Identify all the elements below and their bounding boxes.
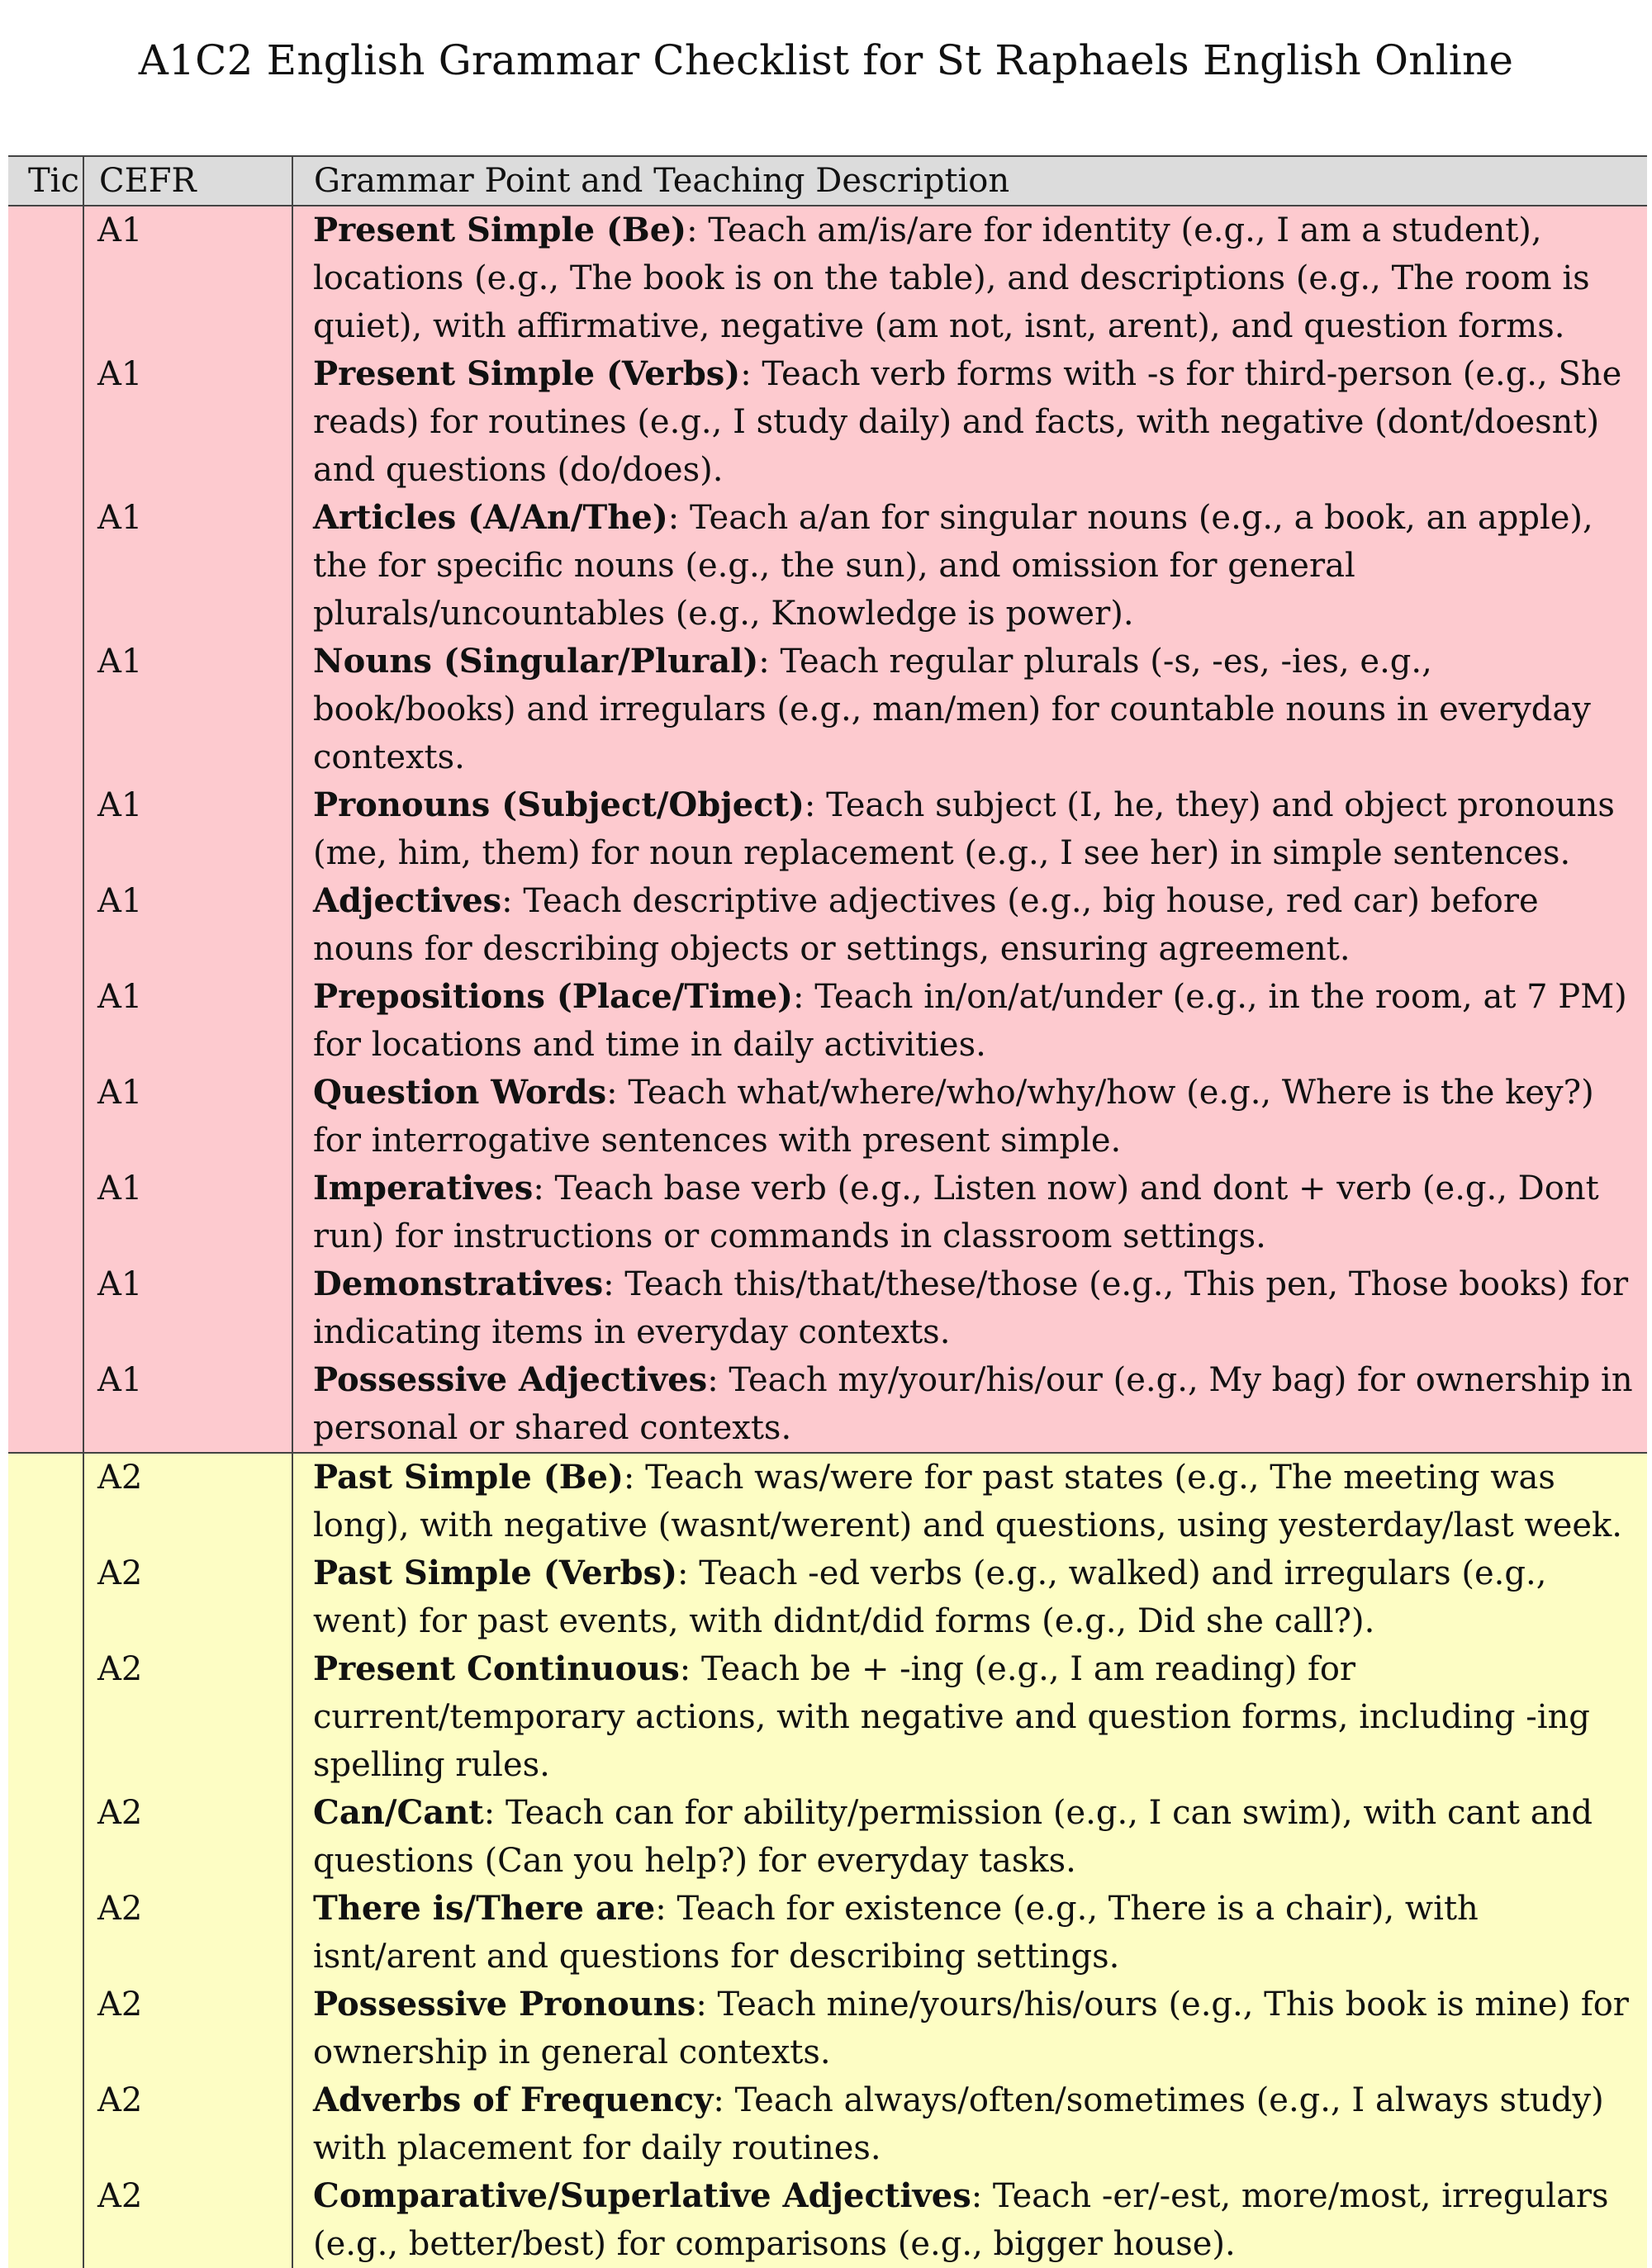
grammar-point-name: Adjectives bbox=[313, 881, 502, 920]
tick-cell[interactable] bbox=[8, 973, 83, 1069]
grammar-description bbox=[292, 638, 1647, 781]
cefr-level: A2 bbox=[83, 1789, 292, 1885]
cefr-level: A2 bbox=[83, 1549, 292, 1645]
grammar-description bbox=[292, 1260, 1647, 1356]
tick-cell[interactable] bbox=[8, 1260, 83, 1356]
grammar-point-text: : Teach my/your/his/our (e.g., My bag) for ownership in personal or shared contexts. bbox=[313, 1361, 1633, 1447]
cefr-level: A1 bbox=[83, 494, 292, 638]
grammar-description bbox=[292, 1789, 1647, 1885]
tick-cell[interactable] bbox=[8, 1885, 83, 1981]
cefr-level: A1 bbox=[83, 781, 292, 877]
table-row bbox=[8, 2076, 1647, 2172]
grammar-description bbox=[292, 1069, 1647, 1165]
tick-cell[interactable] bbox=[8, 1981, 83, 2076]
grammar-description bbox=[292, 206, 1647, 350]
grammar-point-name: Demonstratives bbox=[313, 1264, 604, 1303]
table-row bbox=[8, 973, 1647, 1069]
grammar-point-name: Present Simple (Verbs) bbox=[313, 354, 741, 393]
tick-cell[interactable] bbox=[8, 2076, 83, 2172]
grammar-point-text: : Teach am/is/are for identity (e.g., I am a student), locations (e.g., The book is on the table), and descriptions (e.g., The room is quiet), with affirmative, negative (am not, isnt, arent), and question forms. bbox=[313, 211, 1590, 345]
table-row bbox=[8, 1789, 1647, 1885]
table-row bbox=[8, 1260, 1647, 1356]
grammar-point-text: : Teach base verb (e.g., Listen now) and dont + verb (e.g., Dont run) for instructions or commands in classroom settings. bbox=[313, 1170, 1599, 1255]
cefr-level: A2 bbox=[83, 2076, 292, 2172]
cefr-level: A1 bbox=[83, 206, 292, 350]
table-row bbox=[8, 1453, 1647, 1549]
grammar-point-text: : Teach in/on/at/under (e.g., in the room, at 7 PM) for locations and time in daily activities. bbox=[313, 978, 1627, 1064]
cefr-level: A2 bbox=[83, 1453, 292, 1549]
grammar-point-text: : Teach -ed verbs (e.g., walked) and irregulars (e.g., went) for past events, with didnt/did forms (e.g., Did she call?). bbox=[313, 1554, 1547, 1640]
grammar-point-text: : Teach for existence (e.g., There is a chair), with isnt/arent and questions for describing settings. bbox=[313, 1890, 1479, 1976]
cefr-level: A2 bbox=[83, 1645, 292, 1789]
grammar-point-text: : Teach descriptive adjectives (e.g., big house, red car) before nouns for describing objects or settings, ensuring agreement. bbox=[313, 882, 1539, 968]
grammar-point-text: : Teach was/were for past states (e.g., The meeting was long), with negative (wasnt/werent) and questions, using yesterday/last week. bbox=[313, 1459, 1622, 1544]
tick-cell[interactable] bbox=[8, 638, 83, 781]
grammar-description bbox=[292, 2172, 1647, 2268]
cefr-level: A1 bbox=[83, 1260, 292, 1356]
grammar-point-name: Comparative/Superlative Adjectives bbox=[313, 2176, 971, 2215]
tick-cell[interactable] bbox=[8, 2172, 83, 2268]
grammar-point-name: Adverbs of Frequency bbox=[313, 2081, 714, 2119]
cefr-level: A1 bbox=[83, 350, 292, 494]
table-row bbox=[8, 1356, 1647, 1453]
cefr-level: A1 bbox=[83, 973, 292, 1069]
cefr-level: A1 bbox=[83, 1069, 292, 1165]
grammar-description bbox=[292, 1549, 1647, 1645]
grammar-description bbox=[292, 1356, 1647, 1453]
tick-cell[interactable] bbox=[8, 206, 83, 350]
grammar-point-name: Question Words bbox=[313, 1073, 607, 1112]
grammar-point-name: Past Simple (Be) bbox=[313, 1458, 624, 1497]
grammar-description bbox=[292, 973, 1647, 1069]
grammar-point-text: : Teach a/an for singular nouns (e.g., a book, an apple), the for specific nouns (e.g., the sun), and omission for general plurals/uncountables (e.g., Knowledge is power). bbox=[313, 499, 1593, 633]
grammar-description bbox=[292, 1885, 1647, 1981]
grammar-point-text: : Teach always/often/sometimes (e.g., I always study) with placement for daily routines. bbox=[313, 2081, 1604, 2167]
description-column-header: Grammar Point and Teaching Description bbox=[292, 156, 1647, 206]
grammar-description bbox=[292, 877, 1647, 973]
grammar-point-text: : Teach this/that/these/those (e.g., This pen, Those books) for indicating items in everyday contexts. bbox=[313, 1265, 1629, 1351]
grammar-point-text: : Teach regular plurals (-s, -es, -ies, e.g., book/books) and irregulars (e.g., man/men) for countable nouns in everyday contexts. bbox=[313, 643, 1591, 776]
grammar-point-name: Imperatives bbox=[313, 1169, 534, 1208]
table-row bbox=[8, 206, 1647, 350]
grammar-point-text: : Teach verb forms with -s for third-person (e.g., She reads) for routines (e.g., I study daily) and facts, with negative (dont/doesnt) and questions (do/does). bbox=[313, 355, 1622, 489]
grammar-description bbox=[292, 2076, 1647, 2172]
tick-cell[interactable] bbox=[8, 1645, 83, 1789]
grammar-point-name: Present Simple (Be) bbox=[313, 211, 687, 249]
grammar-point-name: Possessive Pronouns bbox=[313, 1985, 696, 2024]
cefr-level: A2 bbox=[83, 1885, 292, 1981]
tick-cell[interactable] bbox=[8, 1453, 83, 1549]
tick-cell[interactable] bbox=[8, 877, 83, 973]
grammar-point-text: : Teach what/where/who/why/how (e.g., Where is the key?) for interrogative sentences with present simple. bbox=[313, 1074, 1594, 1160]
grammar-point-name: Prepositions (Place/Time) bbox=[313, 977, 794, 1016]
grammar-point-text: : Teach -er/-est, more/most, irregulars (e.g., better/best) for comparisons (e.g., bigger house). bbox=[313, 2177, 1609, 2263]
table-row bbox=[8, 494, 1647, 638]
grammar-point-name: Nouns (Singular/Plural) bbox=[313, 642, 759, 681]
table-row bbox=[8, 1645, 1647, 1789]
document-title: A1C2 English Grammar Checklist for St Raphaels English Online bbox=[138, 36, 1514, 84]
grammar-description bbox=[292, 350, 1647, 494]
table-row bbox=[8, 781, 1647, 877]
cefr-level: A1 bbox=[83, 1356, 292, 1453]
cefr-level: A1 bbox=[83, 877, 292, 973]
tick-column-header: Tic bbox=[8, 156, 83, 206]
tick-cell[interactable] bbox=[8, 1356, 83, 1453]
grammar-point-name: Articles (A/An/The) bbox=[313, 498, 668, 537]
grammar-point-name: Present Continuous bbox=[313, 1649, 680, 1688]
table-row bbox=[8, 638, 1647, 781]
grammar-description bbox=[292, 1165, 1647, 1260]
grammar-point-name: Can/Cant bbox=[313, 1793, 484, 1832]
grammar-description bbox=[292, 1453, 1647, 1549]
grammar-point-name: Past Simple (Verbs) bbox=[313, 1554, 678, 1592]
grammar-point-text: : Teach mine/yours/his/ours (e.g., This book is mine) for ownership in general contexts. bbox=[313, 1986, 1629, 2071]
table-row bbox=[8, 877, 1647, 973]
grammar-description bbox=[292, 494, 1647, 638]
tick-cell[interactable] bbox=[8, 781, 83, 877]
grammar-point-name: Possessive Adjectives bbox=[313, 1360, 708, 1399]
tick-cell[interactable] bbox=[8, 1789, 83, 1885]
table-row bbox=[8, 2172, 1647, 2268]
table-row bbox=[8, 1549, 1647, 1645]
grammar-point-text: : Teach be + -ing (e.g., I am reading) for current/temporary actions, with negative and question forms, including -ing spelling rules. bbox=[313, 1650, 1590, 1784]
table-row bbox=[8, 350, 1647, 494]
cefr-level: A1 bbox=[83, 638, 292, 781]
tick-cell[interactable] bbox=[8, 350, 83, 494]
tick-cell[interactable] bbox=[8, 1549, 83, 1645]
grammar-checklist-table bbox=[8, 155, 1647, 2268]
cefr-level: A2 bbox=[83, 2172, 292, 2268]
grammar-description bbox=[292, 781, 1647, 877]
cefr-column-header: CEFR bbox=[83, 156, 292, 206]
cefr-level: A1 bbox=[83, 1165, 292, 1260]
cefr-level: A2 bbox=[83, 1981, 292, 2076]
table-row bbox=[8, 1981, 1647, 2076]
table-header-row bbox=[8, 156, 1647, 206]
tick-cell[interactable] bbox=[8, 1165, 83, 1260]
grammar-point-text: : Teach can for ability/permission (e.g., I can swim), with cant and questions (Can you help?) for everyday tasks. bbox=[313, 1794, 1593, 1880]
table-row bbox=[8, 1165, 1647, 1260]
tick-cell[interactable] bbox=[8, 494, 83, 638]
grammar-point-text: : Teach subject (I, he, they) and object pronouns (me, him, them) for noun replacement (e.g., I see her) in simple sentences. bbox=[313, 786, 1615, 872]
grammar-description bbox=[292, 1645, 1647, 1789]
grammar-point-name: Pronouns (Subject/Object) bbox=[313, 785, 805, 824]
grammar-description bbox=[292, 1981, 1647, 2076]
grammar-point-name: There is/There are bbox=[313, 1889, 656, 1928]
tick-cell[interactable] bbox=[8, 1069, 83, 1165]
table-row bbox=[8, 1069, 1647, 1165]
table-row bbox=[8, 1885, 1647, 1981]
